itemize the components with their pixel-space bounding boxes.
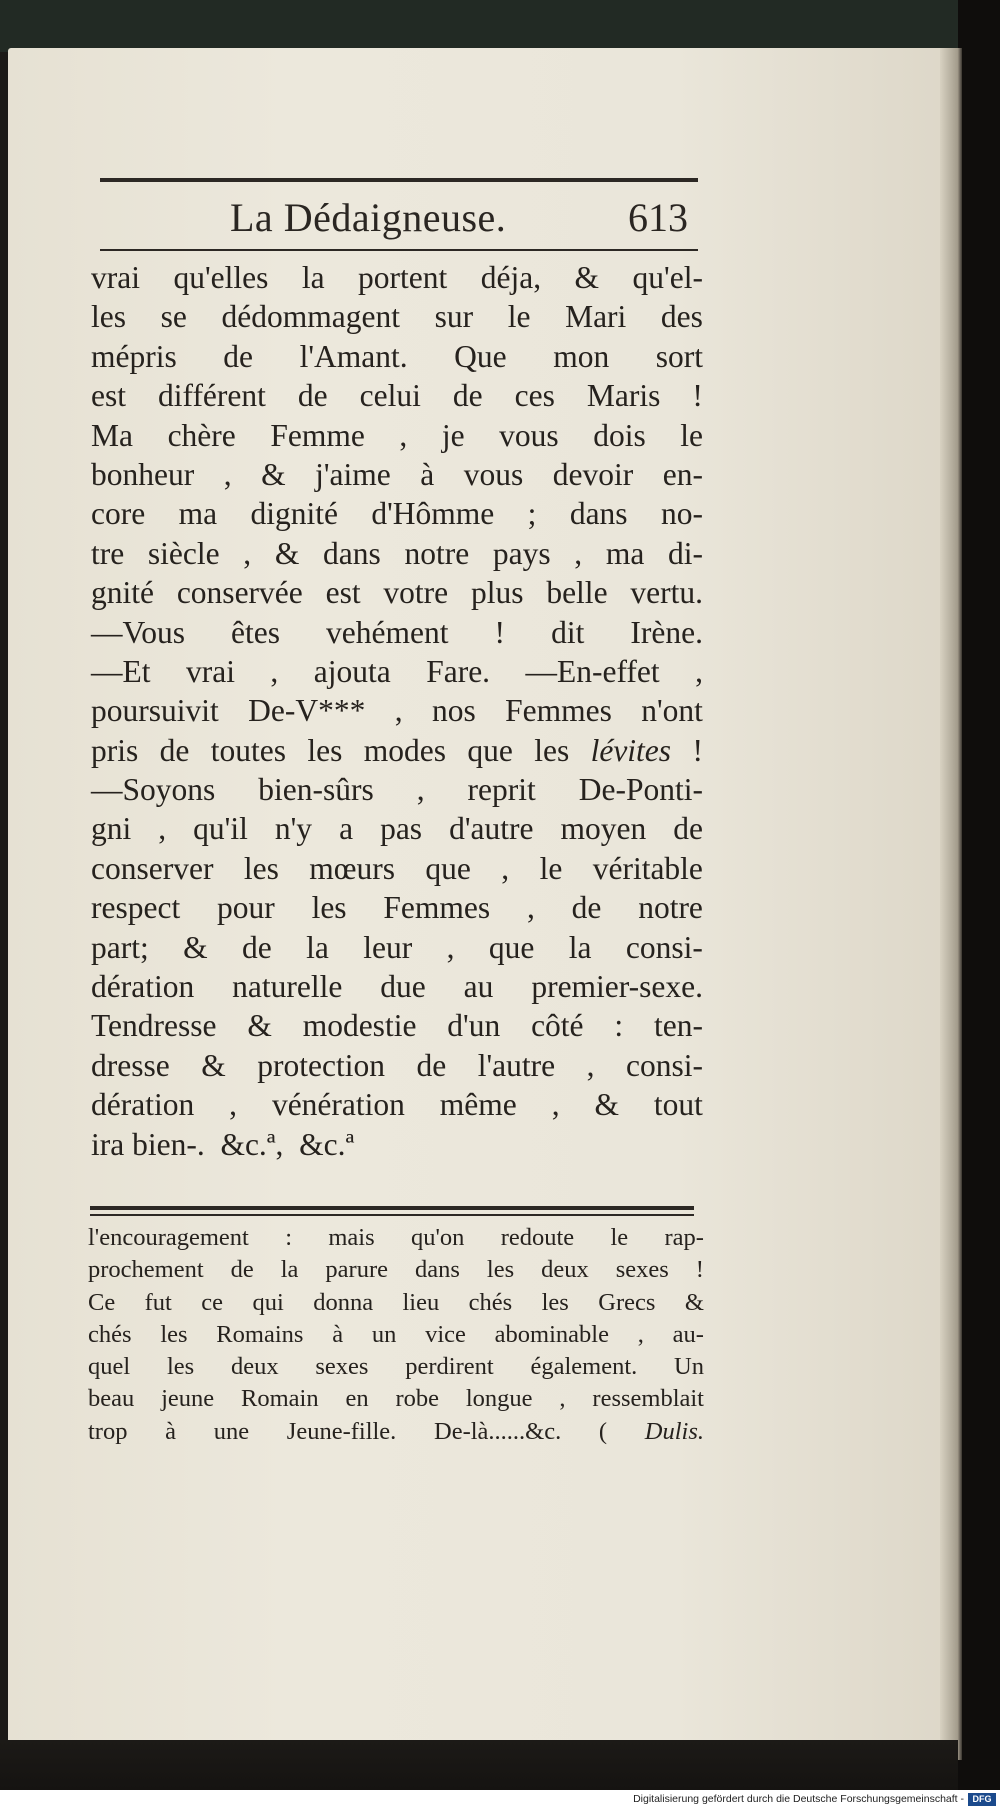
text-word: notre (404, 535, 470, 571)
text-word: prochement (88, 1256, 204, 1284)
text-word: protection (257, 1047, 385, 1083)
text-word: quel (88, 1353, 131, 1381)
text-word: vous (499, 417, 559, 453)
text-word: de (452, 378, 483, 414)
text-word: respect (91, 890, 181, 926)
text-word: vehément (326, 614, 449, 650)
text-line (91, 809, 703, 848)
text-word: , (229, 1087, 238, 1123)
text-word: nos (431, 693, 476, 729)
text-line (91, 731, 703, 770)
text-word: au (463, 969, 494, 1005)
text-word: qu'on (410, 1224, 465, 1251)
text-word: , (526, 890, 535, 926)
text-word: est (325, 575, 361, 611)
text-word: ten- (653, 1008, 703, 1044)
scan-top-background (0, 0, 1000, 52)
text-word: , (394, 693, 403, 729)
text-word: de (571, 890, 602, 926)
text-line (91, 770, 703, 809)
text-word: Grecs (598, 1288, 656, 1316)
text-word: d'Hômme (371, 496, 495, 532)
text-word: les (307, 732, 343, 768)
text-word: premier-sexe. (531, 969, 703, 1005)
text-word: ! (692, 732, 703, 768)
text-line (91, 613, 703, 652)
text-word: ! (695, 1256, 704, 1284)
text-word: —Et (91, 653, 151, 689)
footnote-line (88, 1416, 704, 1448)
text-word: beau (88, 1385, 135, 1413)
text-word: , (416, 772, 425, 808)
text-word: , (223, 456, 232, 492)
text-word: abominable (494, 1320, 609, 1348)
text-word: pour (217, 890, 275, 926)
text-line (91, 494, 703, 533)
text-word: conserver (91, 850, 214, 886)
text-word: jeune (161, 1385, 215, 1413)
text-word: redoute (500, 1224, 575, 1251)
text-word: n'y (274, 811, 313, 847)
text-word: , (637, 1320, 644, 1348)
text-word: ( (598, 1417, 608, 1445)
text-line (91, 1085, 703, 1124)
text-word: vrai (185, 653, 235, 689)
text-word: dignité (250, 496, 338, 532)
text-word: les (486, 1256, 515, 1284)
footnote-line (88, 1254, 704, 1286)
text-word: Romains (216, 1320, 304, 1348)
text-word: vertu. (630, 575, 703, 611)
text-word: en (345, 1385, 369, 1413)
text-word: ma (178, 496, 218, 532)
text-word: longue (465, 1385, 533, 1413)
text-word: ira bien-. &c.ª, &c.ª (91, 1126, 355, 1162)
text-line (91, 337, 703, 376)
text-word: —Vous (91, 614, 185, 650)
text-word: toutes (210, 732, 286, 768)
text-word: la (568, 929, 592, 965)
text-word: —Soyons (91, 772, 216, 808)
main-text (91, 258, 703, 1164)
footnote-line (88, 1351, 704, 1383)
text-word: différent (158, 378, 266, 414)
text-word: que (467, 732, 513, 768)
text-word: votre (383, 575, 449, 611)
text-word: Femmes (383, 890, 491, 926)
text-word: Dulis. (644, 1417, 704, 1445)
text-word: rap- (664, 1224, 704, 1251)
text-word: lieu (402, 1288, 440, 1316)
text-word: fut (144, 1288, 172, 1316)
text-word: Que (454, 338, 507, 374)
text-line (91, 416, 703, 455)
text-word: mœurs (309, 850, 395, 886)
text-word: dans (323, 535, 381, 571)
footnote-line (88, 1287, 704, 1319)
text-line (91, 928, 703, 967)
text-word: de (242, 929, 272, 965)
text-word: di- (667, 535, 703, 571)
text-word: De-là......&c. (434, 1417, 562, 1445)
text-word: Mari (565, 299, 627, 335)
text-word: est (91, 378, 126, 414)
text-line (91, 1006, 703, 1045)
text-word: les (243, 850, 279, 886)
text-word: la (301, 260, 325, 295)
text-word: pris (91, 732, 139, 768)
text-word: de (297, 378, 328, 414)
text-word: à (165, 1417, 177, 1445)
running-title: La Dédaigneuse. (230, 195, 507, 240)
text-word: lévites (590, 732, 672, 768)
text-word: n'ont (641, 693, 703, 729)
page-number: 613 (628, 195, 688, 240)
text-word: de (223, 338, 254, 374)
text-word: les (91, 299, 126, 335)
text-word: modes (363, 732, 446, 768)
text-word: le (610, 1224, 629, 1251)
footnote-separator-thin (90, 1214, 694, 1216)
text-line (91, 455, 703, 494)
text-word: Tendresse (91, 1008, 217, 1044)
text-word: ajouta (313, 653, 391, 689)
text-word: au- (672, 1320, 704, 1348)
text-word: trop (88, 1417, 128, 1445)
text-word: , (270, 653, 279, 689)
text-word: sur (434, 299, 474, 335)
text-word: Ma (91, 417, 133, 453)
text-line (91, 258, 703, 297)
text-word: le (539, 850, 563, 886)
text-word: ressemblait (592, 1385, 704, 1413)
text-word: , (158, 811, 167, 847)
text-word: & (183, 929, 208, 965)
text-word: de (416, 1047, 447, 1083)
text-word: , (446, 929, 455, 965)
text-word: les (311, 890, 347, 926)
text-word: , (574, 535, 583, 571)
text-word: côté (531, 1008, 584, 1044)
text-word: qu'el- (632, 260, 703, 295)
text-word: de (159, 732, 190, 768)
text-word: tre (91, 535, 125, 571)
text-word: tout (653, 1087, 703, 1123)
text-word: gni (91, 811, 132, 847)
text-word: les (534, 732, 570, 768)
text-word: notre (638, 890, 703, 926)
text-word: dans (414, 1256, 460, 1284)
text-word: Romain (241, 1385, 319, 1413)
text-word: consi- (625, 1047, 703, 1083)
text-word: dois (593, 417, 646, 453)
text-word: êtes (231, 614, 280, 650)
running-header (96, 182, 700, 242)
text-word: a (339, 811, 354, 847)
text-word: déja, (480, 260, 542, 295)
text-word: , (551, 1087, 560, 1123)
text-line (91, 297, 703, 336)
text-word: chère (167, 417, 236, 453)
text-word: leur (363, 929, 413, 965)
text-word: , (501, 850, 510, 886)
text-word: même (439, 1087, 517, 1123)
text-word: Irène. (630, 614, 703, 650)
text-word: vice (425, 1320, 466, 1348)
text-word: le (680, 417, 703, 453)
text-word: mépris (91, 338, 177, 374)
text-word: j'aime (315, 456, 391, 492)
text-word: l'Amant. (299, 338, 408, 374)
text-word: donna (313, 1288, 374, 1316)
text-word: Ce (88, 1288, 116, 1316)
text-word: sexes (615, 1256, 669, 1284)
text-line (91, 652, 703, 691)
text-word: due (380, 969, 426, 1005)
text-word: pays (492, 535, 551, 571)
text-word: dédommagent (221, 299, 400, 335)
text-word: belle (546, 575, 608, 611)
text-word: ; (527, 496, 537, 532)
text-word: également. (530, 1353, 638, 1381)
text-word: poursuivit (91, 693, 219, 729)
text-word: mais (328, 1224, 375, 1251)
text-word: qui (252, 1288, 284, 1316)
text-word: celui (359, 378, 421, 414)
text-word: les (160, 1320, 188, 1348)
text-line (91, 691, 703, 730)
text-word: bonheur (91, 456, 195, 492)
text-word: se (160, 299, 187, 335)
footnote-separator-thick (90, 1206, 694, 1210)
footnote-line (88, 1319, 704, 1351)
text-word: plus (470, 575, 524, 611)
text-word: devoir (552, 456, 634, 492)
footnote-line (88, 1222, 704, 1254)
text-word: de (230, 1256, 254, 1284)
text-word: vrai (91, 260, 140, 295)
text-word: dération (91, 1087, 195, 1123)
text-word: le (507, 299, 531, 335)
text-line (91, 534, 703, 573)
text-word: ce (201, 1288, 224, 1316)
text-word: la (306, 929, 329, 965)
text-line (91, 1125, 703, 1164)
text-word: parure (325, 1256, 388, 1284)
text-word: je (441, 417, 465, 453)
text-word: & (594, 1087, 619, 1123)
text-word: core (91, 496, 146, 532)
scan-bottom-background (0, 1740, 958, 1790)
text-word: Femmes (505, 693, 612, 729)
text-word: la (280, 1256, 299, 1284)
text-word: à (420, 456, 435, 492)
text-word: pas (380, 811, 423, 847)
text-word: Fare. (426, 653, 491, 689)
text-word: & (261, 456, 286, 492)
text-word: : (285, 1224, 293, 1251)
text-word: part; (91, 929, 149, 965)
text-word: De-V*** (248, 693, 366, 729)
text-word: qu'il (193, 811, 248, 847)
text-word: deux (541, 1256, 589, 1284)
text-word: un (371, 1320, 397, 1348)
text-word: consi- (625, 929, 703, 965)
text-word: siècle (147, 535, 220, 571)
text-word: sort (655, 338, 703, 374)
text-word: à (332, 1320, 344, 1348)
text-word: & (247, 1008, 272, 1044)
text-word: que (425, 850, 471, 886)
text-word: & (201, 1047, 226, 1083)
text-word: , (695, 653, 703, 689)
text-word: qu'elles (173, 260, 269, 295)
text-word: ! (494, 614, 506, 650)
text-word: , (399, 417, 408, 453)
text-word: mon (553, 338, 610, 374)
text-word: l'encouragement (88, 1224, 249, 1251)
text-word: Un (674, 1353, 704, 1381)
text-line (91, 888, 703, 927)
text-word: les (166, 1353, 195, 1381)
text-line (91, 376, 703, 415)
text-line (91, 573, 703, 612)
text-word: les (541, 1288, 569, 1316)
text-word: ! (692, 378, 703, 414)
digitization-credit: Digitalisierung gefördert durch die Deutsche Forschungsgemeinschaft - (633, 1793, 964, 1805)
text-word: des (660, 299, 703, 335)
text-word: Jeune-fille. (286, 1417, 397, 1445)
text-word: modestie (302, 1008, 417, 1044)
text-word: perdirent (405, 1353, 494, 1381)
text-word: d'autre (449, 811, 534, 847)
text-word: une (213, 1417, 250, 1445)
text-word: dit (551, 614, 585, 650)
footnote-text (88, 1222, 704, 1448)
text-word: robe (395, 1385, 440, 1413)
text-word: conservée (176, 575, 303, 611)
text-word: l'autre (477, 1047, 556, 1083)
text-word: & (574, 260, 600, 295)
dfg-logo: DFG (968, 1793, 996, 1806)
text-word: gnité (91, 575, 154, 611)
text-line (91, 1046, 703, 1085)
text-word: naturelle (232, 969, 343, 1005)
text-word: dans (569, 496, 628, 532)
text-word: reprit (467, 772, 536, 808)
text-word: bien-sûrs (258, 772, 374, 808)
text-word: deux (230, 1353, 279, 1381)
text-word: , (243, 535, 252, 571)
text-word: ces (514, 378, 555, 414)
text-word: Maris (586, 378, 661, 414)
text-word: en- (662, 456, 703, 492)
text-word: —En-effet (525, 653, 660, 689)
text-word: sexes (315, 1353, 369, 1381)
text-word: portent (358, 260, 448, 295)
text-word: chés (88, 1320, 132, 1348)
footnote-line (88, 1383, 704, 1415)
text-word: moyen (560, 811, 647, 847)
text-word: no- (660, 496, 703, 532)
text-line (91, 967, 703, 1006)
text-word: véritable (592, 850, 703, 886)
text-word: vous (463, 456, 524, 492)
text-word: : (614, 1008, 624, 1044)
text-word: vénération (271, 1087, 405, 1123)
page-edge-shadow (940, 48, 962, 1760)
text-line (91, 849, 703, 888)
text-word: De-Ponti- (578, 772, 703, 808)
text-word: ma (605, 535, 645, 571)
text-word: dération (91, 969, 195, 1005)
text-word: dresse (91, 1047, 170, 1083)
text-word: & (684, 1288, 704, 1316)
text-word: d'un (447, 1008, 501, 1044)
text-word: Femme (270, 417, 365, 453)
text-word: & (274, 535, 300, 571)
scan-right-background (958, 0, 1000, 1790)
text-word: , (559, 1385, 566, 1413)
header-bottom-rule (100, 249, 698, 251)
text-word: de (673, 811, 703, 847)
text-word: chés (468, 1288, 513, 1316)
text-word: que (488, 929, 535, 965)
text-word: , (586, 1047, 595, 1083)
